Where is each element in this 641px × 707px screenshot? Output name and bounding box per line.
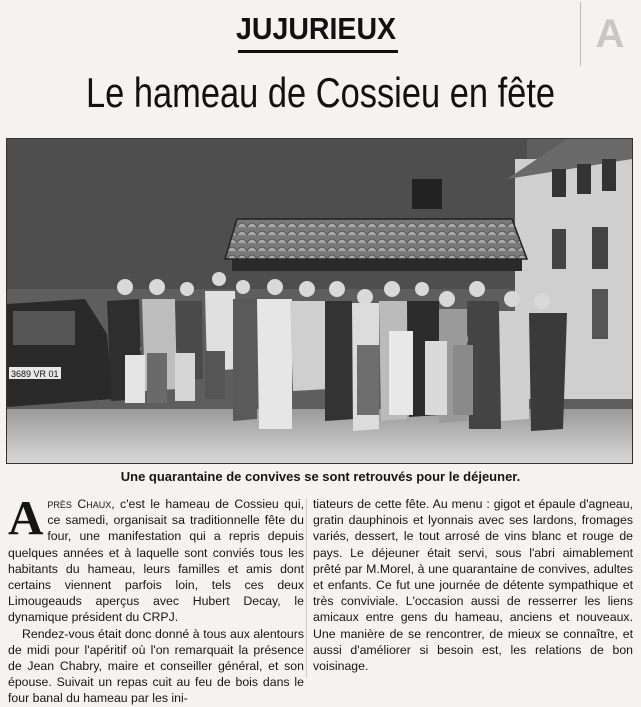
article-column-2 (313, 496, 633, 674)
group-photo (6, 138, 633, 464)
paragraph-1 (8, 490, 305, 626)
drop-cap: A (8, 490, 44, 545)
column-divider (306, 498, 307, 678)
section-underline (238, 50, 398, 53)
paragraph-1-text: , c'est le hameau de Cossieu qui, ce samedi, organisait sa traditionnelle fête du four, une manifestation qui a repris depuis quelques années et à laquelle sont conviés tous les habitants du hameau, leurs familles et amis dont certains viennent parfois loin, tels ces deux Limougeauds aperçus avec Hubert Decay, le dynamique président du CRPJ. (8, 497, 305, 625)
lead-in: près Chaux (47, 497, 112, 511)
paragraph-2: Rendez-vous était donc donné à tous aux alentours de midi pour l'apéritif où l'on remarquait la présence de Jean Chabry, maire et conseiller général, et son épouse. Suivait un repas cuit au feu de bois dans le four banal du hameau par les ini- (8, 626, 304, 706)
article-column-1 (8, 490, 305, 707)
photo-scene (7, 139, 632, 463)
tiled-roof (225, 219, 527, 259)
headline: Le hameau de Cossieu en fête (85, 69, 556, 116)
page-corner-mark: A (580, 2, 639, 66)
section-title: JUJURIEUX (236, 11, 397, 46)
plate-number: 3689 VR 01 (11, 369, 59, 379)
paragraph-3: tiateurs de cette fête. Au menu : gigot et épaule d'agneau, gratin dauphinois et lyonnais avec ses lardons, fromages variés, dessert, le tout arrosé de vins blanc et rouge de pays. Le déjeuner était servi, sous l'abri aimablement prêté par M.Morel, à une quarantaine de convives, adultes et enfants. Ce fut une journée de détente sympathique et très conviviale. L'occasion aussi de resserrer les liens amicaux entre gens du hameau, anciens et nouveaux. Une manière de se rencontrer, de mieux se connaître, et aussi d'améliorer si besoin est, les relations de bon voisinage. (313, 497, 633, 674)
photo-caption: Une quarantaine de convives se sont retrouvés pour le déjeuner. (120, 469, 521, 484)
